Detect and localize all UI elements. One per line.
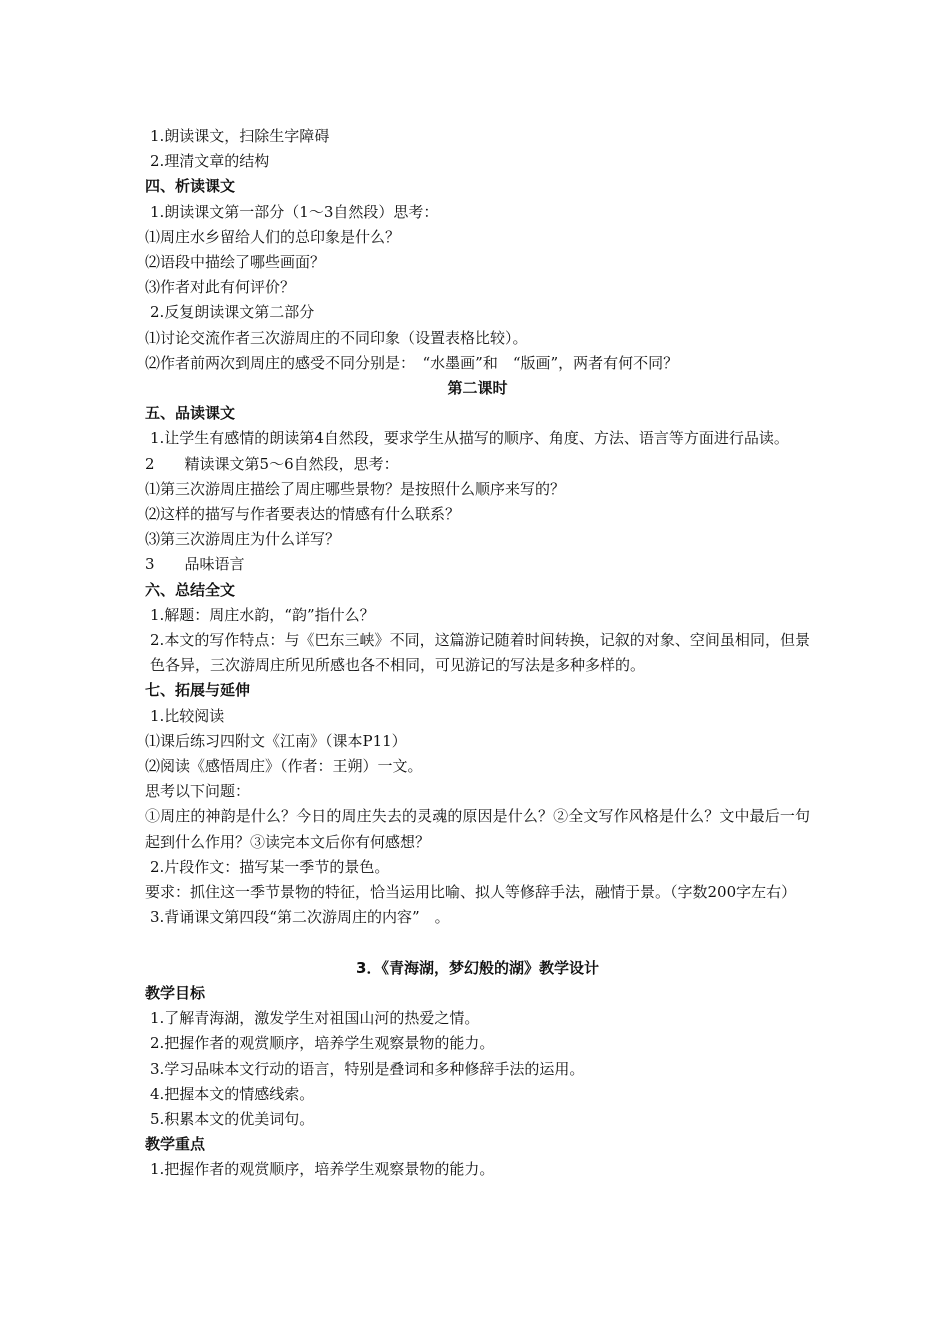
section-heading: 教学目标	[145, 983, 206, 1002]
text-line: 3.背诵课文第四段“第二次游周庄的内容” 。	[150, 908, 450, 927]
text-line: 2 精读课文第5～6自然段，思考：	[145, 454, 399, 473]
blank-line	[145, 931, 810, 956]
text-line: ⑶第三次游周庄为什么详写？	[145, 530, 341, 549]
section-heading: 六、总结全文	[145, 580, 236, 599]
text-line: ⑵阅读《感悟周庄》（作者：王朔）一文。	[145, 757, 423, 776]
text-line: ⑴周庄水乡留给人们的总印象是什么？	[145, 227, 401, 246]
text-line: 2.把握作者的观赏顺序，培养学生观察景物的能力。	[150, 1034, 495, 1053]
text-line: 要求：抓住这一季节景物的特征，恰当运用比喻、拟人等修辞手法，融情于景。（字数200字左右）	[145, 883, 797, 902]
text-line: 2.反复朗读课文第二部分	[150, 303, 315, 322]
text-line: 1.让学生有感情的朗读第4自然段，要求学生从描写的顺序、角度、方法、语言等方面进行品读。	[150, 429, 789, 448]
text-line: ⑴第三次游周庄描绘了周庄哪些景物？是按照什么顺序来写的？	[145, 479, 566, 498]
section-heading: 教学重点	[145, 1135, 206, 1154]
text-line: 5.积累本文的优美词句。	[150, 1109, 315, 1128]
text-line: 1.把握作者的观赏顺序，培养学生观察景物的能力。	[150, 1160, 495, 1179]
section-heading: 四、析读课文	[145, 177, 236, 196]
text-line: 1.比较阅读	[150, 706, 225, 725]
centered-heading: 第二课时	[447, 379, 508, 398]
text-line: 2.片段作文：描写某一季节的景色。	[150, 857, 390, 876]
text-line: 1.解题：周庄水韵，“韵”指什么？	[150, 605, 375, 624]
section-heading: 五、品读课文	[145, 404, 236, 423]
centered-heading: 3．《青海湖，梦幻般的湖》教学设计	[356, 958, 599, 977]
text-line: 1.朗读课文，扫除生字障碍	[150, 127, 330, 145]
text-line: ⑴讨论交流作者三次游周庄的不同印象（设置表格比较）。	[145, 328, 528, 347]
text-line: ⑴课后练习四附文《江南》（课本P11）	[145, 731, 407, 750]
text-line: ⑵这样的描写与作者要表达的情感有什么联系？	[145, 505, 461, 524]
text-line: 思考以下问题：	[145, 782, 251, 801]
text-line: 3.学习品味本文行动的语言，特别是叠词和多种修辞手法的运用。	[150, 1059, 585, 1078]
text-line: 4.把握本文的情感线索。	[150, 1084, 315, 1103]
text-line: ⑵作者前两次到周庄的感受不同分别是： “水墨画”和 “版画”，两者有何不同？	[145, 353, 679, 372]
text-line: ⑶作者对此有何评价？	[145, 278, 296, 297]
text-line: 2.理清文章的结构	[150, 152, 270, 171]
text-line: 2.本文的写作特点：与《巴东三峡》不同，这篇游记随着时间转换，记叙的对象、空间虽相同，但景色各异，三次游周庄所见所感也各不相同，可见游记的写法是多种多样的。	[150, 631, 810, 675]
text-line: 1.了解青海湖，激发学生对祖国山河的热爱之情。	[150, 1009, 480, 1028]
section-heading: 七、拓展与延伸	[145, 681, 251, 700]
text-line: 3 品味语言	[145, 555, 245, 574]
text-line: ⑵语段中描绘了哪些画面？	[145, 253, 326, 272]
document-body	[145, 124, 810, 1183]
text-line: 1.朗读课文第一部分（1～3自然段）思考：	[150, 202, 439, 221]
text-line: ①周庄的神韵是什么？今日的周庄失去的灵魂的原因是什么？②全文写作风格是什么？文中最后一句起到什么作用？③读完本文后你有何感想？	[145, 807, 810, 851]
